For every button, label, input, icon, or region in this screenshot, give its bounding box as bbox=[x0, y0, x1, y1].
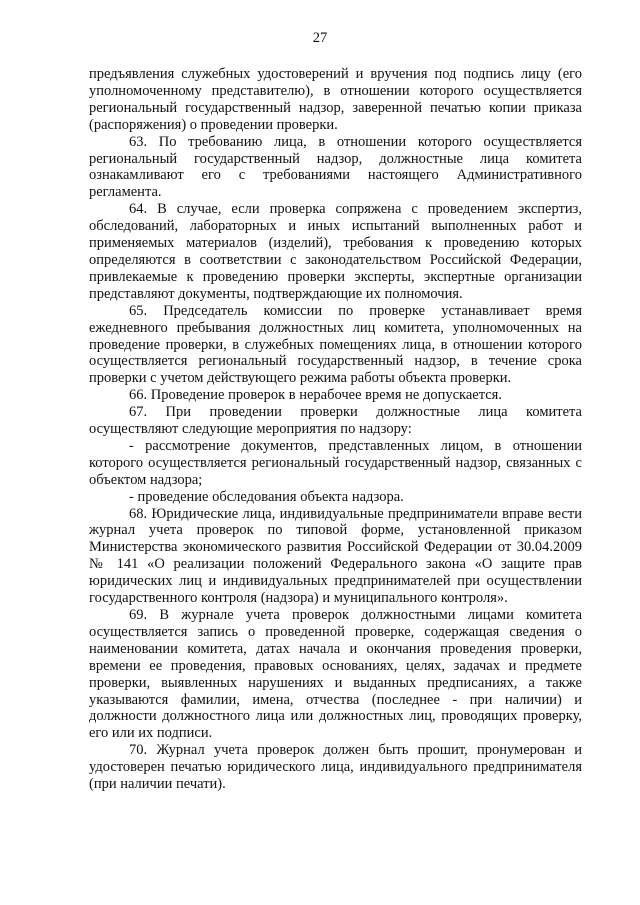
paragraph-68: 68. Юридические лица, индивидуальные предприниматели вправе вести журнал учета проверок по типовой форме, установленной приказом Министерства экономического развития Российской Федерации от 30.04.2009 № 141 «О реализации положений Федерального закона «О защите прав юридических лиц и индивидуальных предпринимателей при осуществлении государственного контроля (надзора) и муниципального контроля». bbox=[89, 505, 582, 607]
list-item-documents-review: - рассмотрение документов, представленных лицом, в отношении которого осуществляется региональный государственный надзор, связанных с объектом надзора; bbox=[89, 437, 582, 488]
list-item-object-inspection: - проведение обследования объекта надзора. bbox=[129, 488, 404, 505]
paragraph-continuation: предъявления служебных удостоверений и вручения под подпись лицу (его уполномоченному представителю), в отношении которого осуществляется региональный государственный надзор, заверенной печатью копии приказа (распоряжения) о проведении проверки. bbox=[89, 66, 582, 133]
paragraph-64: 64. В случае, если проверка сопряжена с проведением экспертиз, обследований, лабораторных и иных испытаний выполненных работ и применяемых материалов (изделий), требования к проведению которых определяются в соответствии с законодательством Российской Федерации, привлекаемые к проведению проверки эксперты, экспертные организации представляют документы, подтверждающие их полномочия. bbox=[89, 201, 582, 302]
paragraph-69: 69. В журнале учета проверок должностными лицами комитета осуществляется запись о проведенной проверке, содержащая сведения о наименовании комитета, датах начала и окончания проведения проверки, времени ее проведения, правовых основаниях, целях, задачах и предмете проверки, выявленных нарушениях и выданных предписаниях, а также указываются фамилии, имена, отчества (последнее - при наличии) и должности должностного лица или должностных лиц, проводящих проверку, его или их подписи. bbox=[89, 607, 582, 742]
document-body bbox=[89, 66, 582, 793]
page-number: 27 bbox=[312, 30, 328, 46]
paragraph-70: 70. Журнал учета проверок должен быть прошит, пронумерован и удостоверен печатью юридического лица, индивидуального предпринимателя (при наличии печати). bbox=[89, 742, 582, 793]
paragraph-63: 63. По требованию лица, в отношении которого осуществляется региональный государственный надзор, должностные лица комитета ознакамливают его с требованиями настоящего Административного регламента. bbox=[89, 133, 582, 201]
paragraph-66: 66. Проведение проверок в нерабочее время не допускается. bbox=[129, 387, 502, 404]
paragraph-67: 67. При проведении проверки должностные лица комитета осуществляют следующие мероприятия по надзору: bbox=[89, 404, 582, 438]
paragraph-65: 65. Председатель комиссии по проверке устанавливает время ежедневного пребывания должностных лиц комитета, уполномоченных на проведение проверки, в служебных помещениях лица, в отношении которого осуществляется региональный государственный надзор, в течение срока проверки с учетом действующего режима работы объекта проверки. bbox=[89, 302, 582, 387]
